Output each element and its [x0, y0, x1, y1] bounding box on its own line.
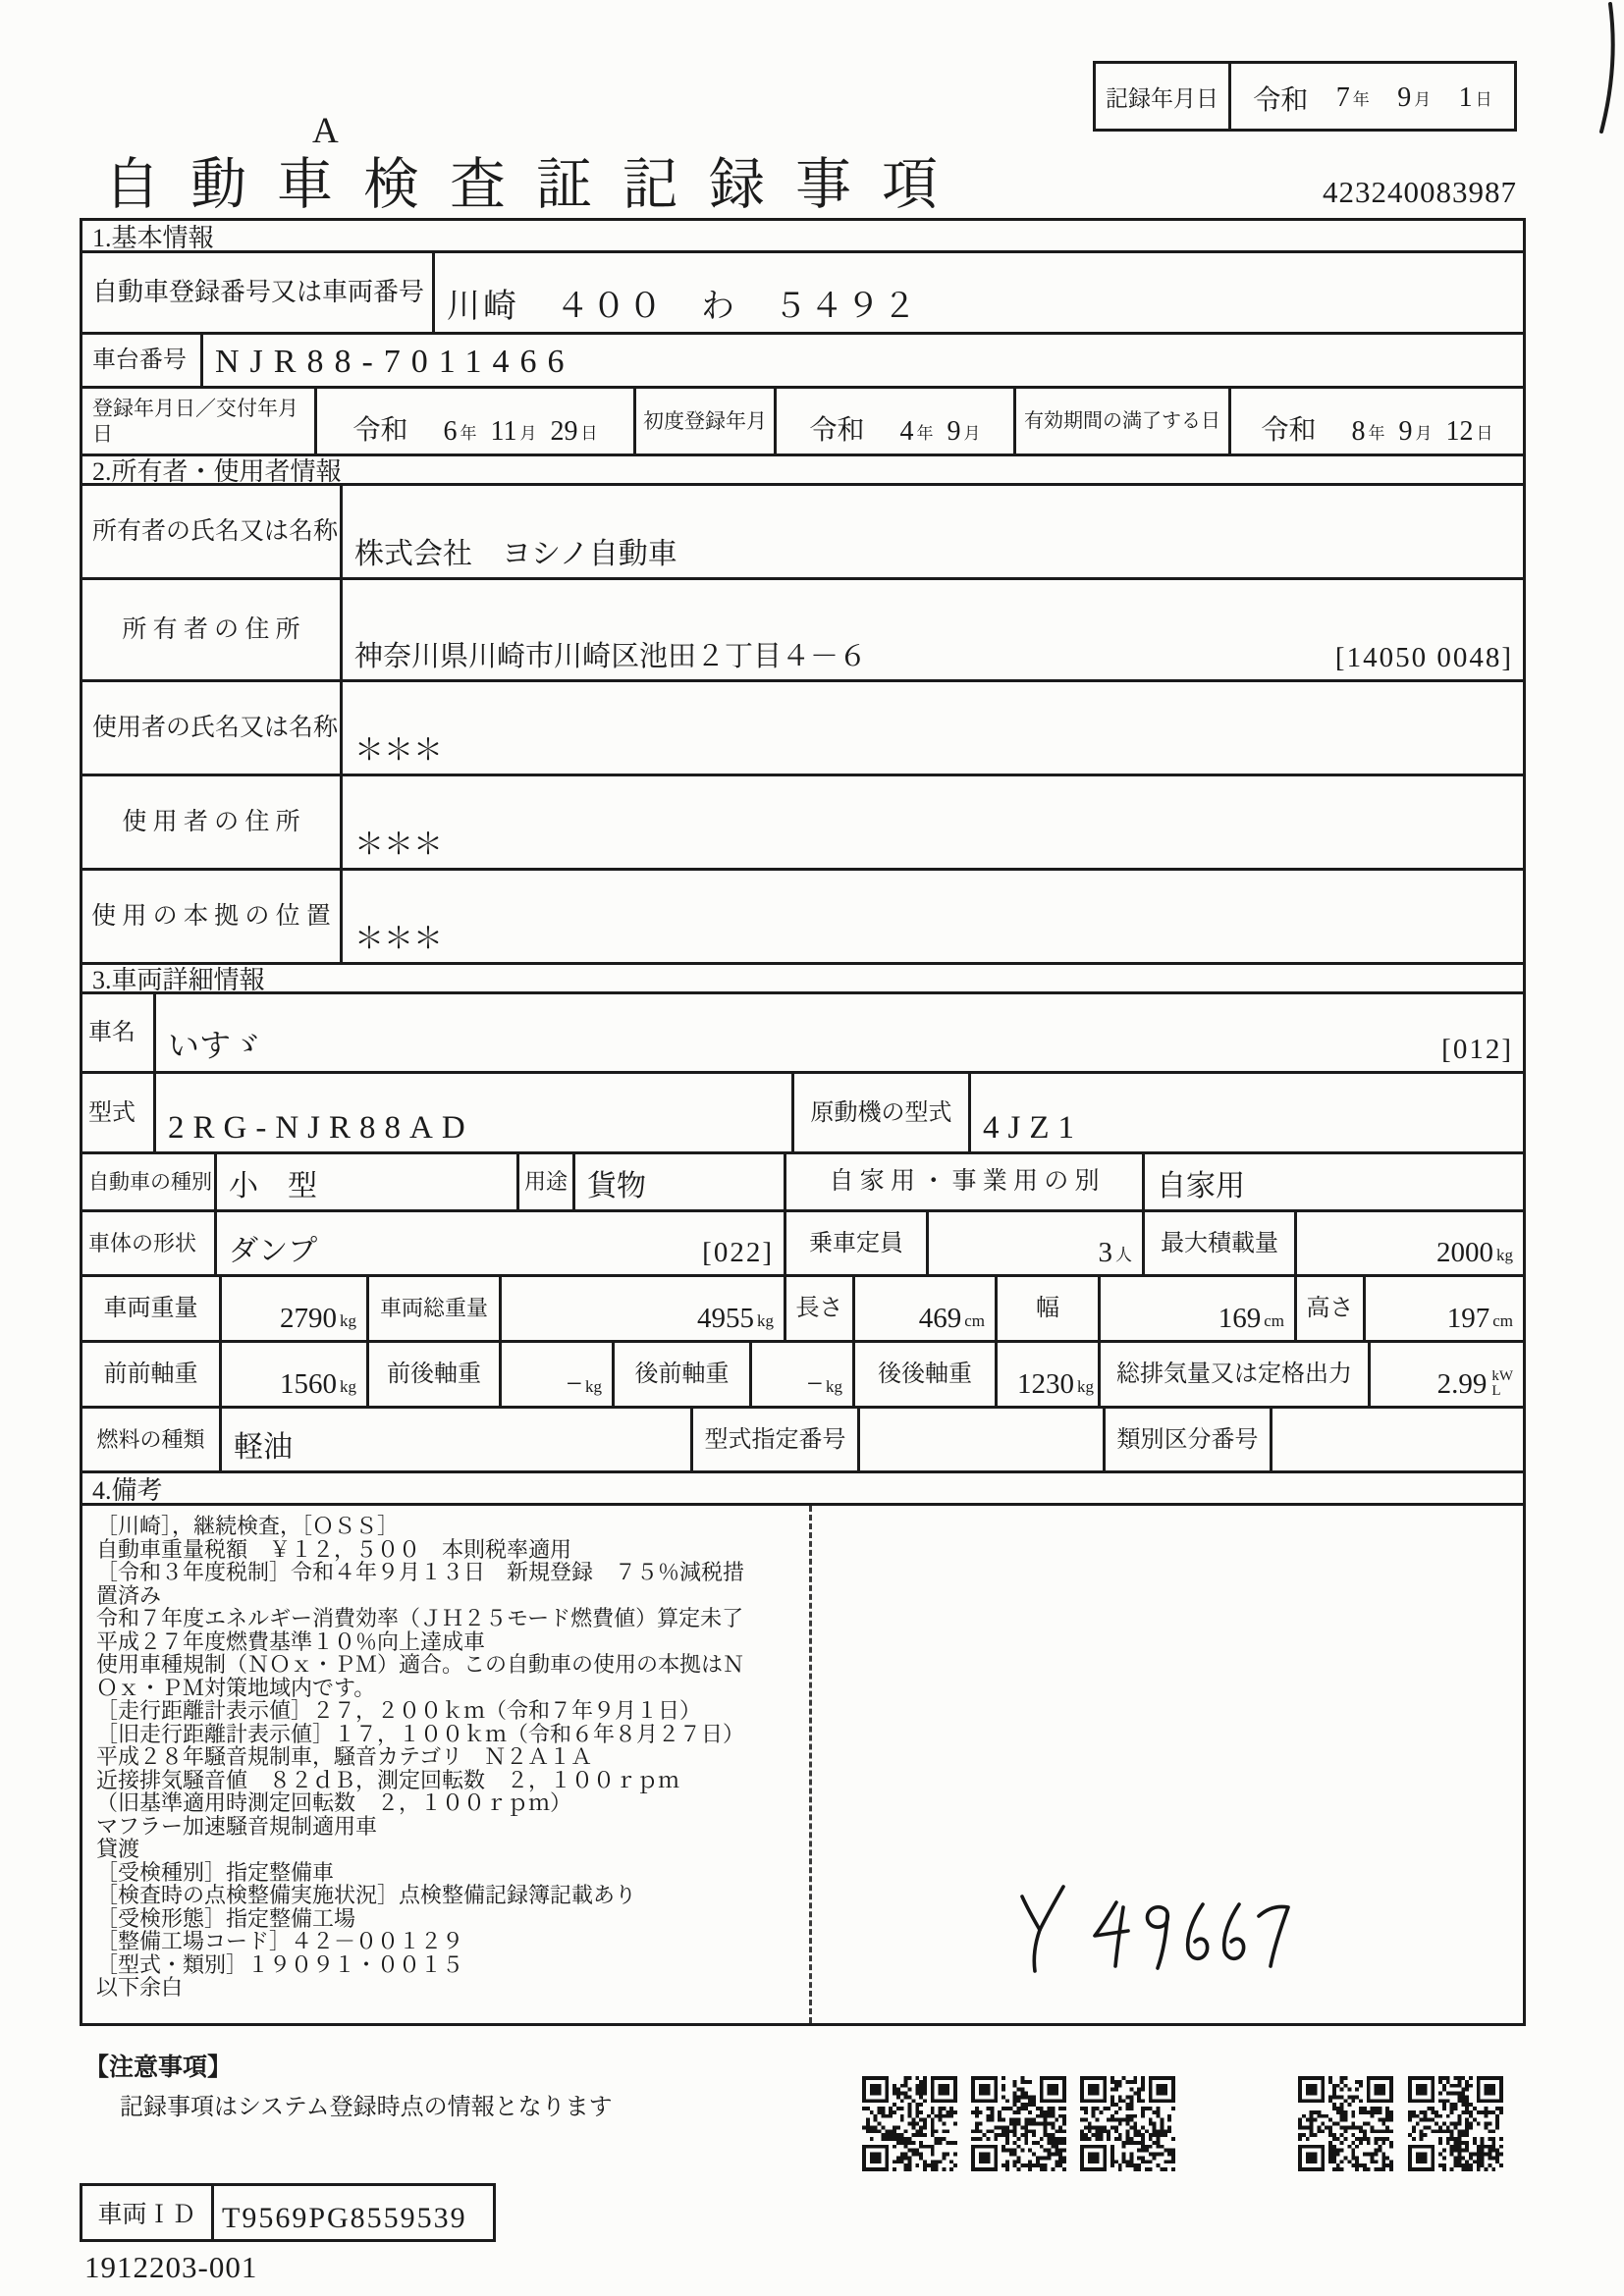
remark-line: 近接排気騒音値 ８２ｄＢ，測定回転数 ２，１００ｒｐｍ — [96, 1767, 680, 1792]
use-value: 貨物 — [572, 1154, 784, 1209]
front-front-axle-label: 前前軸重 — [103, 1362, 198, 1387]
year-unit: 年 — [460, 424, 477, 443]
remarks-text — [82, 1506, 809, 2023]
registration-date-era: 令和 — [352, 415, 408, 446]
record-date-label: 記録年月日 — [1096, 64, 1231, 129]
user-address-label: 使 用 者 の 住 所 — [122, 808, 300, 835]
remark-line: 令和７年度エネルギー消費効率（ＪＨ２５モード燃費値）算定未了 — [96, 1606, 744, 1630]
length-value: 469 cm — [852, 1277, 995, 1340]
vehicle-weight-value: 2790 kg — [219, 1277, 366, 1340]
first-registration-label: 初度登録年月 — [633, 389, 774, 454]
day-unit: 日 — [1476, 424, 1493, 443]
rear-front-axle-label: 後前軸重 — [612, 1343, 749, 1406]
kw-unit: kW — [1491, 1368, 1513, 1384]
registration-date-value — [314, 389, 633, 454]
first-registration-year: 4 — [899, 416, 914, 447]
record-date-month: 9 — [1397, 82, 1412, 113]
document-serial-number: 423240083987 — [1323, 175, 1517, 209]
vehicle-id-label: 車両ＩＤ — [82, 2186, 214, 2239]
row-remarks — [82, 1503, 1523, 2023]
record-date-box — [1093, 61, 1517, 132]
private-business-value: 自家用 — [1142, 1154, 1523, 1209]
body-shape-label: 車体の形状 — [88, 1230, 197, 1255]
use-label: 用途 — [516, 1154, 572, 1209]
usage-base-value: ＊＊＊ — [340, 871, 1523, 962]
record-table — [80, 218, 1526, 2026]
model-label: 型式 — [88, 1099, 135, 1126]
scan-artifact-mark — [1587, 2, 1624, 134]
expiry-date-year: 8 — [1351, 416, 1366, 447]
year-unit: 年 — [916, 424, 934, 443]
chassis-number-value: NJR88-7011466 — [200, 335, 1523, 386]
usage-base-label: 使 用 の 本 拠 の 位 置 — [91, 902, 331, 930]
qr-code-5 — [1408, 2076, 1503, 2171]
owner-name-label: 所有者の氏名又は名称 — [92, 517, 339, 545]
car-name-value: いすゞ [012] — [153, 994, 1523, 1071]
rear-front-axle-value: − kg — [749, 1343, 852, 1406]
day-unit: 日 — [1475, 90, 1492, 109]
row-model — [82, 1071, 1523, 1151]
row-car-name — [82, 991, 1523, 1071]
record-date-day: 1 — [1458, 82, 1473, 113]
displacement-value: 2.99 kW L — [1368, 1343, 1523, 1406]
year-unit: 年 — [1352, 90, 1370, 109]
remark-line: （旧基準適用時測定回転数 ２，１００ｒｐｍ） — [96, 1790, 572, 1815]
notice-text: 記録事項はシステム登録時点の情報となります — [120, 2095, 613, 2120]
height-value: 197 cm — [1363, 1277, 1523, 1340]
rear-rear-axle-value: 1230 kg — [995, 1343, 1098, 1406]
type-designation-label: 型式指定番号 — [690, 1409, 857, 1470]
expiry-date-day: 12 — [1445, 416, 1474, 447]
type-designation-value — [857, 1409, 1103, 1470]
front-front-axle-value: 1560 kg — [219, 1343, 366, 1406]
engine-model-value: 4JZ1 — [968, 1074, 1523, 1151]
expiry-date-value — [1228, 389, 1523, 454]
capacity-label: 乗車定員 — [784, 1212, 926, 1274]
notice-title: 【注意事項】 — [84, 2055, 233, 2081]
owner-address-code: [14050 0048] — [1334, 642, 1513, 673]
displacement-label: 総排気量又は定格出力 — [1098, 1343, 1368, 1406]
month-unit: 月 — [1414, 90, 1432, 109]
car-name-label: 車名 — [88, 1020, 135, 1045]
vehicle-type-value: 小 型 — [214, 1154, 516, 1209]
row-type-use — [82, 1151, 1523, 1209]
height-label: 高さ — [1294, 1277, 1363, 1340]
row-weights-dimensions — [82, 1274, 1523, 1340]
remark-line: ［令和３年度税制］令和４年９月１３日 新規登録 ７５％減税措置済み — [96, 1560, 745, 1608]
cm-unit: cm — [964, 1311, 985, 1330]
registration-date-year: 6 — [443, 416, 458, 447]
model-value: 2RG-NJR88AD — [153, 1074, 791, 1151]
kg-unit: kg — [1496, 1246, 1513, 1264]
owner-address-value: 神奈川県川崎市川崎区池田２丁目４－６ [14050 0048] — [340, 580, 1523, 679]
private-business-label: 自 家 用 ・ 事 業 用 の 別 — [784, 1154, 1142, 1209]
expiry-date-month: 9 — [1398, 416, 1413, 447]
section-basic-info-header: 1.基本情報 — [92, 223, 214, 252]
kg-unit: kg — [757, 1311, 774, 1330]
vehicle-weight-label: 車両重量 — [103, 1296, 198, 1321]
qr-code-3 — [1080, 2076, 1175, 2171]
row-owner-address — [82, 577, 1523, 679]
year-unit: 年 — [1368, 424, 1385, 443]
remark-line: ［受検形態］指定整備工場 — [96, 1905, 356, 1931]
qr-code-2 — [971, 2076, 1066, 2171]
category-number-label: 類別区分番号 — [1103, 1409, 1270, 1470]
record-date-year: 7 — [1335, 82, 1350, 113]
vehicle-id-box — [80, 2183, 496, 2242]
remark-line: マフラー加速騒音規制適用車 — [96, 1813, 378, 1839]
section-vehicle-details-header: 3.車両詳細情報 — [82, 962, 1523, 991]
length-label: 長さ — [784, 1277, 852, 1340]
cm-unit: cm — [1492, 1311, 1513, 1330]
remark-line: 自動車重量税額 ￥１２，５００ 本則税率適用 — [96, 1536, 572, 1562]
row-registration-dates — [82, 386, 1523, 454]
owner-address-label: 所 有 者 の 住 所 — [122, 615, 300, 643]
document-title: 自動車検査証記録事項 — [104, 154, 968, 216]
expiry-date-label: 有効期間の満了する日 — [1013, 389, 1228, 454]
kg-unit: kg — [340, 1311, 356, 1330]
remark-line: ［検査時の点検整備実施状況］点検整備記録簿記載あり — [96, 1883, 637, 1907]
user-address-value: ＊＊＊ — [340, 776, 1523, 868]
kg-unit: kg — [1077, 1377, 1094, 1396]
engine-model-label: 原動機の型式 — [791, 1074, 968, 1151]
registration-date-label: 登録年月日／交付年月日 — [92, 396, 298, 446]
width-value: 169 cm — [1098, 1277, 1294, 1340]
qr-code-1 — [862, 2076, 957, 2171]
category-number-value — [1270, 1409, 1523, 1470]
remark-line: 貸渡 — [96, 1837, 140, 1861]
remark-line: ［整備工場コード］４２－００１２９ — [96, 1929, 464, 1953]
row-body-shape — [82, 1209, 1523, 1274]
record-date-value — [1231, 64, 1514, 129]
registration-number-label: 自動車登録番号又は車両番号 — [92, 277, 425, 306]
qr-code-4 — [1298, 2076, 1393, 2171]
remark-line: 平成２７年度燃費基準１０％向上達成車 — [96, 1629, 486, 1654]
section-owner-user-header: 2.所有者・使用者情報 — [82, 454, 1523, 483]
kg-unit: kg — [340, 1377, 356, 1396]
gross-weight-label: 車両総重量 — [366, 1277, 499, 1340]
width-label: 幅 — [995, 1277, 1098, 1340]
page-mark: A — [312, 111, 339, 151]
kw-l-units — [1491, 1369, 1513, 1399]
remarks-handwriting-area — [809, 1506, 1523, 2023]
month-unit: 月 — [1415, 424, 1433, 443]
max-load-value: 2000 kg — [1294, 1212, 1523, 1274]
section-remarks-header: 4.備考 — [82, 1470, 1523, 1503]
kg-unit: kg — [585, 1377, 602, 1396]
row-registration-number — [82, 250, 1523, 332]
car-name-code: [012] — [1441, 1034, 1513, 1065]
gross-weight-value: 4955 kg — [499, 1277, 784, 1340]
row-usage-base — [82, 868, 1523, 962]
remark-line: 使用車種規制（ＮＯｘ・ＰＭ）適合。この自動車の使用の本拠はＮＯｘ・ＰＭ対策地域内です。 — [96, 1652, 745, 1700]
fuel-label: 燃料の種類 — [96, 1426, 205, 1452]
registration-date-month: 11 — [490, 416, 517, 447]
row-user-address — [82, 774, 1523, 868]
row-owner-name — [82, 483, 1523, 577]
form-number: 1912203-001 — [84, 2250, 258, 2284]
rear-rear-axle-label: 後後軸重 — [852, 1343, 995, 1406]
first-registration-month: 9 — [947, 416, 961, 447]
body-shape-code: [022] — [702, 1237, 774, 1268]
row-fuel-type — [82, 1406, 1523, 1470]
registration-number-value: 川崎 ４００ わ ５４９２ — [432, 253, 1523, 332]
body-shape-value: ダンプ [022] — [214, 1212, 784, 1274]
vehicle-id-value: T9569PG8559539 — [222, 2202, 467, 2234]
user-name-label: 使用者の氏名又は名称 — [92, 714, 339, 741]
cm-unit: cm — [1264, 1311, 1284, 1330]
kg-unit: kg — [826, 1377, 842, 1396]
expiry-date-era: 令和 — [1261, 415, 1317, 446]
day-unit: 日 — [580, 424, 598, 443]
record-date-era: 令和 — [1253, 85, 1309, 116]
remark-line: ［型式・類別］１９０９１・００１５ — [96, 1951, 464, 1977]
owner-name-value: 株式会社 ヨシノ自動車 — [340, 486, 1523, 577]
remark-line: 以下余白 — [96, 1975, 184, 2000]
row-axle-weights — [82, 1340, 1523, 1406]
row-user-name — [82, 679, 1523, 774]
chassis-number-label: 車台番号 — [92, 347, 187, 373]
fuel-value: 軽油 — [219, 1409, 690, 1470]
max-load-label: 最大積載量 — [1142, 1212, 1294, 1274]
front-rear-axle-value: − kg — [499, 1343, 612, 1406]
remark-line: ［走行距離計表示値］２７，２００ｋｍ（令和７年９月１日） — [96, 1698, 702, 1723]
remark-line: ［旧走行距離計表示値］１７，１００ｋｍ（令和６年８月２７日） — [96, 1721, 745, 1746]
remark-line: 平成２８年騒音規制車，騒音カテゴリ Ｎ２Ａ１Ａ — [96, 1744, 593, 1769]
front-rear-axle-label: 前後軸重 — [366, 1343, 499, 1406]
person-unit: 人 — [1115, 1246, 1132, 1264]
month-unit: 月 — [519, 424, 537, 443]
remark-line: ［受検種別］指定整備車 — [96, 1859, 335, 1885]
capacity-value: 3 人 — [926, 1212, 1142, 1274]
first-registration-value — [774, 389, 1013, 454]
l-unit: L — [1491, 1383, 1501, 1399]
vehicle-type-label: 自動車の種別 — [88, 1169, 212, 1194]
handwritten-note — [1001, 1877, 1295, 1985]
user-name-value: ＊＊＊ — [340, 682, 1523, 774]
month-unit: 月 — [963, 424, 981, 443]
remark-line: ［川崎］，継続検査，［ＯＳＳ］ — [96, 1514, 400, 1538]
row-chassis-number — [82, 332, 1523, 386]
registration-date-day: 29 — [550, 416, 578, 447]
first-registration-era: 令和 — [809, 415, 865, 446]
